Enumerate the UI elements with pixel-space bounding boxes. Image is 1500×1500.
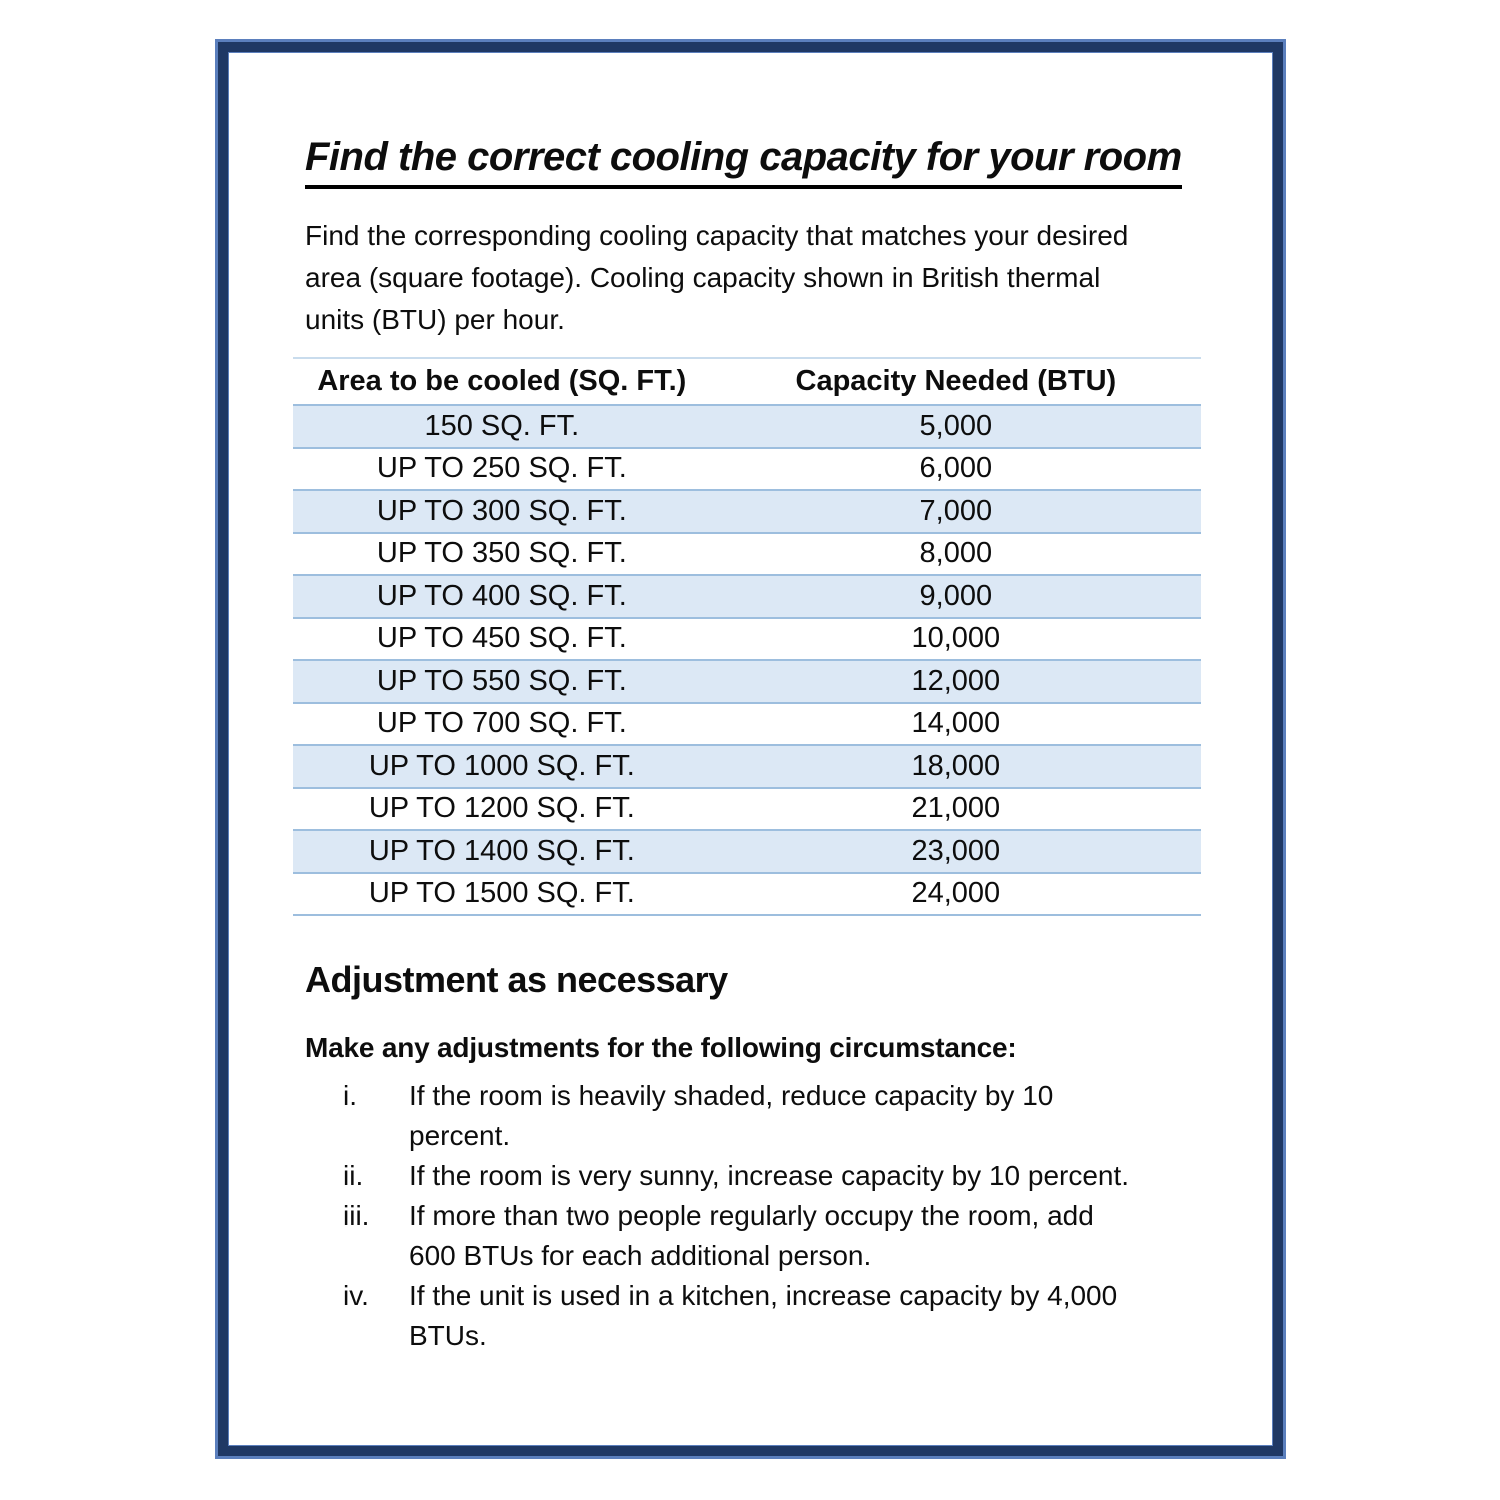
table-row	[293, 533, 1201, 576]
area-cell: UP TO 1500 SQ. FT.	[293, 873, 711, 916]
capacity-cell: 21,000	[711, 788, 1201, 831]
area-cell: UP TO 450 SQ. FT.	[293, 618, 711, 661]
capacity-cell: 9,000	[711, 575, 1201, 618]
list-item-text	[409, 1076, 1213, 1156]
list-item-numeral: iv.	[343, 1279, 369, 1311]
table-row	[293, 703, 1201, 746]
table-header-area: Area to be cooled (SQ. FT.)	[293, 358, 711, 405]
list-item-text	[409, 1276, 1213, 1356]
list-item-numeral: i.	[343, 1079, 357, 1111]
adjustment-heading: Adjustment as necessary	[305, 959, 728, 1000]
capacity-cell: 12,000	[711, 660, 1201, 703]
text-line: If the room is very sunny, increase capacity by 10 percent.	[409, 1159, 1130, 1191]
text-line: 600 BTUs for each additional person.	[409, 1239, 872, 1271]
area-cell: UP TO 1200 SQ. FT.	[293, 788, 711, 831]
table-row	[293, 788, 1201, 831]
text-line: area (square footage). Cooling capacity shown in British thermal	[305, 262, 1101, 293]
table-header-capacity: Capacity Needed (BTU)	[711, 358, 1201, 405]
table-row	[293, 745, 1201, 788]
capacity-cell: 8,000	[711, 533, 1201, 576]
list-item	[343, 1196, 1213, 1276]
intro-paragraph	[305, 215, 1213, 341]
capacity-cell: 24,000	[711, 873, 1201, 916]
table-row	[293, 448, 1201, 491]
text-line: If the unit is used in a kitchen, increase capacity by 4,000	[409, 1279, 1118, 1311]
area-cell: UP TO 400 SQ. FT.	[293, 575, 711, 618]
text-line: If the room is heavily shaded, reduce capacity by 10	[409, 1079, 1054, 1111]
list-item-text	[409, 1156, 1213, 1196]
table-row	[293, 490, 1201, 533]
area-cell: UP TO 350 SQ. FT.	[293, 533, 711, 576]
area-cell: UP TO 300 SQ. FT.	[293, 490, 711, 533]
capacity-cell: 7,000	[711, 490, 1201, 533]
capacity-cell: 14,000	[711, 703, 1201, 746]
adjustment-intro: Make any adjustments for the following circumstance:	[305, 1031, 1017, 1063]
table-row	[293, 660, 1201, 703]
page-content	[228, 52, 1273, 1446]
table-header-row	[293, 358, 1201, 405]
cooling-capacity-table	[293, 357, 1201, 916]
adjustment-list	[305, 1076, 1213, 1356]
table-row	[293, 575, 1201, 618]
area-cell: UP TO 250 SQ. FT.	[293, 448, 711, 491]
capacity-cell: 18,000	[711, 745, 1201, 788]
table-row	[293, 405, 1201, 448]
text-line: If more than two people regularly occupy the room, add	[409, 1199, 1094, 1231]
list-item-numeral: iii.	[343, 1199, 370, 1231]
list-item	[343, 1276, 1213, 1356]
capacity-cell: 6,000	[711, 448, 1201, 491]
capacity-cell: 5,000	[711, 405, 1201, 448]
capacity-cell: 10,000	[711, 618, 1201, 661]
text-line: Find the corresponding cooling capacity that matches your desired	[305, 220, 1129, 251]
table-row	[293, 830, 1201, 873]
page-title: Find the correct cooling capacity for your room	[305, 134, 1182, 189]
area-cell: 150 SQ. FT.	[293, 405, 711, 448]
capacity-cell: 23,000	[711, 830, 1201, 873]
area-cell: UP TO 1000 SQ. FT.	[293, 745, 711, 788]
table-row	[293, 618, 1201, 661]
list-item	[343, 1156, 1213, 1196]
table-row	[293, 873, 1201, 916]
area-cell: UP TO 1400 SQ. FT.	[293, 830, 711, 873]
list-item	[343, 1076, 1213, 1156]
list-item-text	[409, 1196, 1213, 1276]
text-line: percent.	[409, 1119, 511, 1151]
area-cell: UP TO 700 SQ. FT.	[293, 703, 711, 746]
area-cell: UP TO 550 SQ. FT.	[293, 660, 711, 703]
text-line: units (BTU) per hour.	[305, 304, 565, 335]
text-line: BTUs.	[409, 1319, 487, 1351]
page-border-frame	[218, 42, 1283, 1456]
list-item-numeral: ii.	[343, 1159, 364, 1191]
